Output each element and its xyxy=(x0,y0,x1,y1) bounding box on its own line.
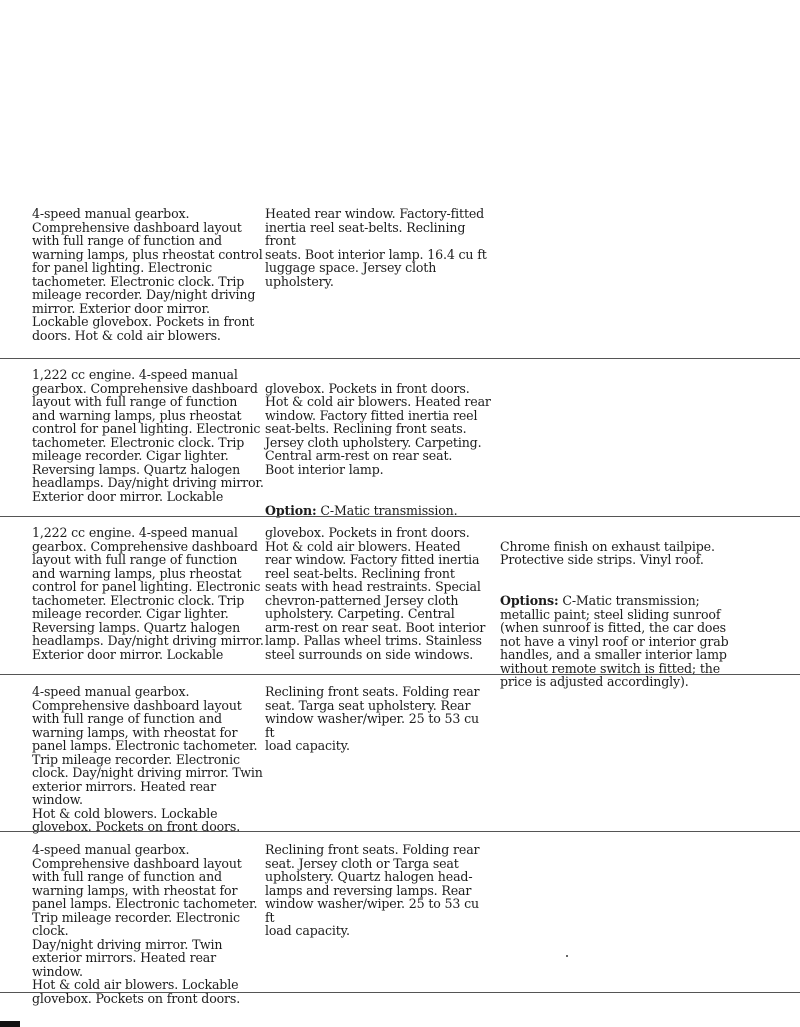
spec-row-4-comfort-features: Reclining front seats. Folding rear seat. Targa seat upholstery. Rear window washer/wiper. 25 to 53 cu ft load capacity. xyxy=(265,684,480,754)
page-edge-mark xyxy=(0,1021,20,1027)
spec-row-2-standard-features: 1,222 cc engine. 4-speed manual gearbox. Comprehensive dashboard layout with full range of function and warning lamps, plus rheostat control for panel lighting. Electronic tachometer. Electronic clock. Trip mileage recorder. Cigar lighter. Reversing lamps. Quartz halogen headlamps. Day/night driving mirror. Exterior door mirror. Lockable xyxy=(32,367,264,504)
spec-row-3-comfort-features: glovebox. Pockets in front doors. Hot & cold air blowers. Heated rear window. Factory fitted inertia reel seat-belts. Reclining front seats with head restraints. Special chevron-patterned Jersey cloth upholstery. Carpeting. Central arm-rest on rear seat. Boot interior lamp. Pallas wheel trims. Stainless steel surrounds on side windows. xyxy=(265,525,486,662)
scan-speck xyxy=(566,955,568,957)
spec-row-3-extra-features xyxy=(500,526,740,703)
options-label: Options: xyxy=(500,593,559,609)
spec-row-1-comfort-features: Heated rear window. Factory-fitted inertia reel seat-belts. Reclining front seats. Boot interior lamp. 16.4 cu ft luggage space. Jersey cloth upholstery. xyxy=(265,206,487,289)
option-text: C-Matic transmission. xyxy=(316,502,458,518)
row-divider xyxy=(0,516,800,517)
spec-row-3-standard-features: 1,222 cc engine. 4-speed manual gearbox. Comprehensive dashboard layout with full range of function and warning lamps, plus rheostat control for panel lighting. Electronic tachometer. Electronic clock. Trip mileage recorder. Cigar lighter. Reversing lamps. Quartz halogen headlamps. Day/night driving mirror. Exterior door mirror. Lockable xyxy=(32,525,264,662)
spec-row-1-standard-features: 4-speed manual gearbox. Comprehensive dashboard layout with full range of function and warning lamps, plus rheostat control for panel lighting. Electronic tachometer. Electronic clock. Trip mileage recorder. Day/night driving mirror. Exterior door mirror. Lockable glovebox. Pockets in front doors. Hot & cold air blowers. xyxy=(32,206,263,343)
option-label: Option: xyxy=(265,502,317,518)
spec-row-4-standard-features: 4-speed manual gearbox. Comprehensive dashboard layout with full range of function and warning lamps, with rheostat for panel lamps. Electronic tachometer. Trip mileage recorder. Electronic clock. Day/night driving mirror. Twin exterior mirrors. Heated rear window. Hot & cold blowers. Lockable glovebox. Pockets on front doors. xyxy=(32,684,263,835)
row-divider xyxy=(0,358,800,359)
spec-row-2-comfort-features xyxy=(265,368,491,531)
spec-row-5-comfort-features: Reclining front seats. Folding rear seat. Jersey cloth or Targa seat upholstery. Quartz halogen head- lamps and reversing lamps. Rear window washer/wiper. 25 to 53 cu ft load capacity. xyxy=(265,842,480,939)
spec-row-3-extra-text: Chrome finish on exhaust tailpipe. Protective side strips. Vinyl roof. xyxy=(500,538,715,568)
row-divider xyxy=(0,831,800,832)
options-text: C-Matic transmission; metallic paint; steel sliding sunroof (when sunroof is fitted, the car does not have a vinyl roof or interior grab handles, and a smaller interior lamp without remote switch is fitted; the price is adjusted accordingly). xyxy=(500,593,729,690)
row-divider xyxy=(0,992,800,993)
spec-row-2-comfort-text: glovebox. Pockets in front doors. Hot & cold air blowers. Heated rear window. Factory fitted inertia reel seat-belts. Reclining front seats. Jersey cloth upholstery. Carpeting. Central arm-rest on rear seat. Boot interior lamp. xyxy=(265,380,491,477)
row-divider xyxy=(0,674,800,675)
spec-row-5-standard-features: 4-speed manual gearbox. Comprehensive dashboard layout with full range of function and warning lamps, with rheostat for panel lamps. Electronic tachometer. Trip mileage recorder. Electronic clock. Day/night driving mirror. Twin exterior mirrors. Heated rear window. Hot & cold air blowers. Lockable glovebox. Pockets on front doors. xyxy=(32,842,258,1007)
